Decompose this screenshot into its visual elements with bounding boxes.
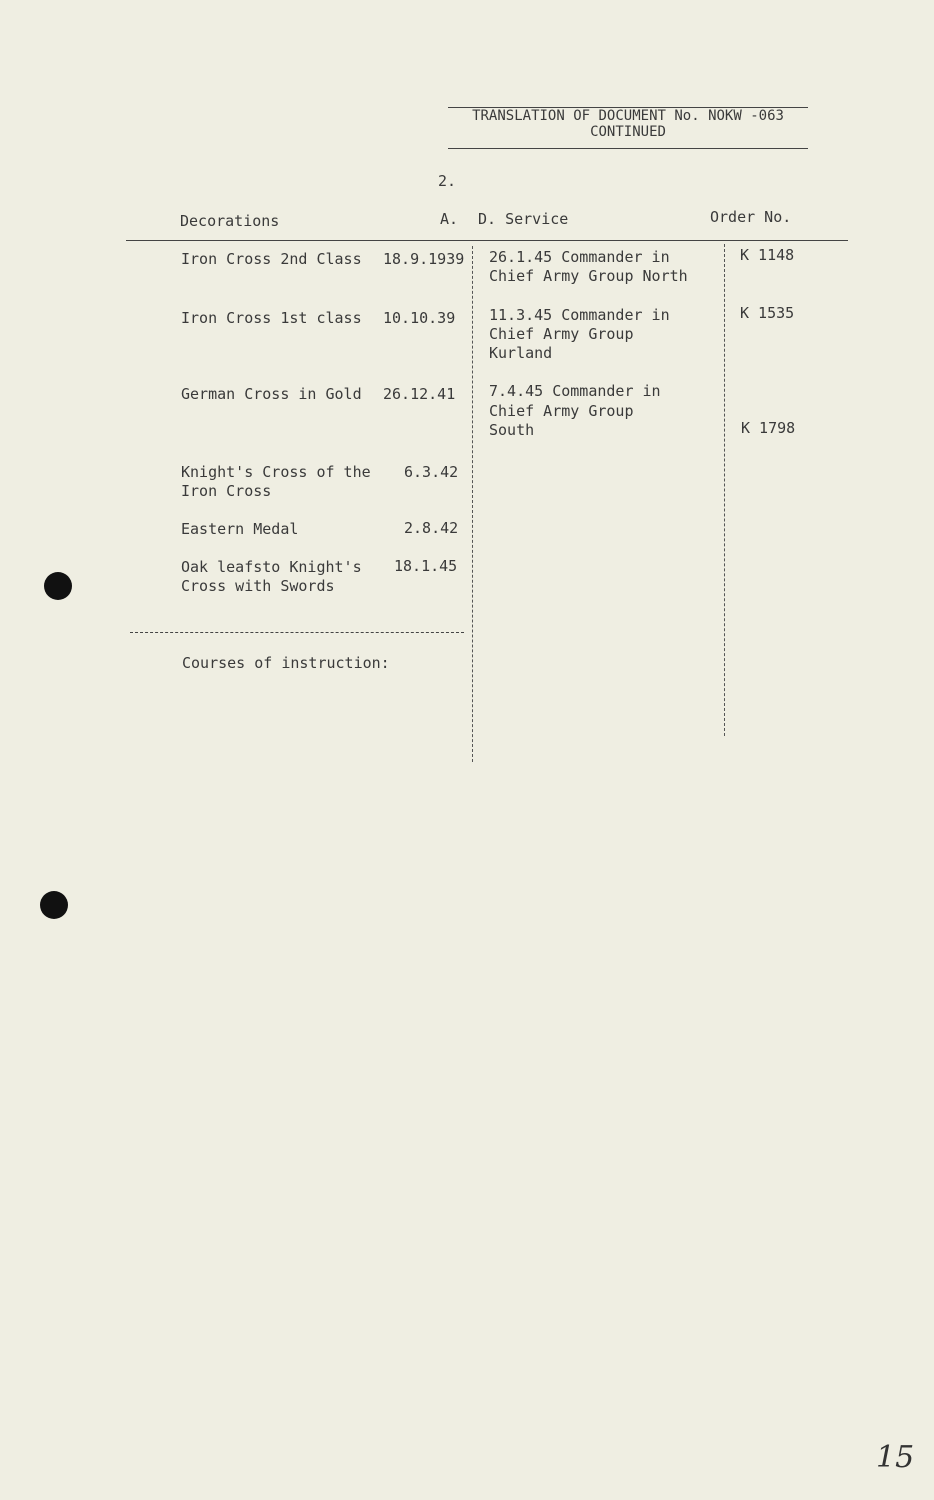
punch-hole: [44, 572, 72, 600]
decoration-name: Knight's Cross of the: [181, 463, 371, 481]
header-title: TRANSLATION OF DOCUMENT No. NOKW -063: [472, 108, 784, 124]
decoration-name: Oak leafsto Knight's: [181, 558, 362, 576]
decoration-name-continued: Cross with Swords: [181, 577, 335, 595]
column-separator-2: [724, 244, 725, 736]
section-rule: [130, 632, 464, 633]
column-separator-1: [472, 246, 473, 762]
order-number: K 1535: [740, 304, 795, 322]
service-entry: 11.3.45 Commander in: [489, 306, 670, 324]
header-continued: CONTINUED: [590, 124, 666, 140]
decoration-name-continued: Iron Cross: [181, 482, 272, 500]
table-header-rule: [126, 240, 848, 241]
service-entry: 7.4.45 Commander in: [489, 382, 661, 400]
decoration-date: 2.8.42: [404, 519, 459, 537]
header-bottom-rule: [448, 148, 808, 149]
column-heading-order-no: Order No.: [710, 208, 792, 226]
decoration-name: Iron Cross 2nd Class: [181, 250, 362, 268]
order-number: K 1798: [741, 419, 796, 437]
service-entry-continued: Chief Army Group North: [489, 267, 688, 285]
decoration-date: 18.9.1939: [383, 250, 465, 268]
service-entry: 26.1.45 Commander in: [489, 248, 670, 266]
decoration-name: German Cross in Gold: [181, 385, 362, 403]
decoration-date: 26.12.41: [383, 385, 456, 403]
decoration-name: Iron Cross 1st class: [181, 309, 362, 327]
document-header: [448, 108, 808, 140]
service-entry-continued: Chief Army Group: [489, 325, 634, 343]
decoration-date: 10.10.39: [383, 309, 456, 327]
punch-hole: [40, 891, 68, 919]
column-heading-decorations: Decorations: [180, 212, 280, 230]
decoration-date: 6.3.42: [404, 463, 459, 481]
courses-label: Courses of instruction:: [182, 654, 390, 672]
order-number: K 1148: [740, 246, 795, 264]
decoration-date: 18.1.45: [394, 557, 458, 575]
handwritten-page-mark: 15: [876, 1440, 915, 1475]
service-entry-continued: South: [489, 421, 535, 439]
page-number: 2.: [438, 172, 457, 190]
service-entry-continued: Kurland: [489, 344, 553, 362]
column-heading-d-service: D. Service: [478, 210, 569, 228]
decoration-name: Eastern Medal: [181, 520, 299, 538]
column-heading-a: A.: [440, 210, 459, 228]
service-entry-continued: Chief Army Group: [489, 402, 634, 420]
